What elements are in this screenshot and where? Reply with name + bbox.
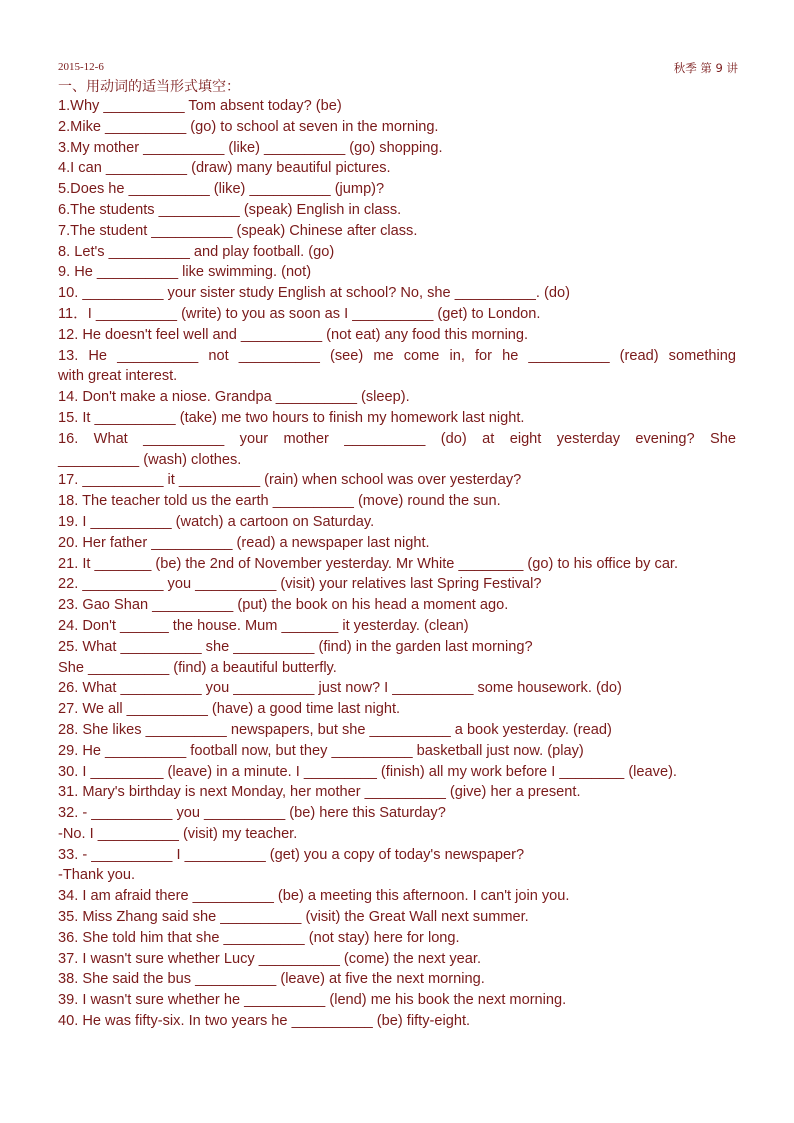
exercise-line: 27. We all __________ (have) a good time last night. <box>58 701 401 718</box>
exercise-line: 11．I __________ (write) to you as soon as I __________ (get) to London. <box>58 305 541 322</box>
exercise-line: with great interest. <box>58 368 178 385</box>
exercise-line: 22. __________ you __________ (visit) your relatives last Spring Festival? <box>58 576 542 593</box>
exercise-line: 4.I can __________ (draw) many beautiful pictures. <box>58 160 391 177</box>
exercise-line: 15. It __________ (take) me two hours to finish my homework last night. <box>58 409 525 426</box>
exercise-line: 2.Mike __________ (go) to school at seven in the morning. <box>58 118 439 135</box>
exercise-line: 5.Does he __________ (like) __________ (jump)? <box>58 181 385 198</box>
section-title: 一、用动词的适当形式填空： <box>58 79 240 95</box>
exercise-line: 31. Mary's birthday is next Monday, her mother __________ (give) her a present. <box>58 784 581 801</box>
exercise-line: 30. I _________ (leave) in a minute. I _________ (finish) all my work before I ________ (leave). <box>58 763 677 780</box>
exercise-line: 26. What __________ you __________ just now? I __________ some housework. (do) <box>58 680 622 697</box>
exercise-line: -Thank you. <box>58 867 136 884</box>
exercise-line: 21. It _______ (be) the 2nd of November yesterday. Mr White ________ (go) to his office by car. <box>58 555 679 572</box>
exercise-line: 3.My mother __________ (like) __________ (go) shopping. <box>58 139 443 156</box>
exercise-line: 36. She told him that she __________ (not stay) here for long. <box>58 929 460 946</box>
exercise-line: 25. What __________ she __________ (find) in the garden last morning? <box>58 638 533 655</box>
exercise-line: 20. Her father __________ (read) a newspaper last night. <box>58 534 430 551</box>
exercise-line: 14. Don't make a niose. Grandpa __________ (sleep). <box>58 389 410 406</box>
exercise-line: 6.The students __________ (speak) English in class. <box>58 201 402 218</box>
exercise-list <box>58 96 736 1032</box>
exercise-line: 35. Miss Zhang said she __________ (visit) the Great Wall next summer. <box>58 909 529 926</box>
exercise-line: 19. I __________ (watch) a cartoon on Saturday. <box>58 513 375 530</box>
exercise-line: 39. I wasn't sure whether he __________ (lend) me his book the next morning. <box>58 992 567 1009</box>
exercise-line: 10. __________ your sister study English at school? No, she __________. (do) <box>58 285 570 302</box>
exercise-line: 24. Don't ______ the house. Mum _______ it yesterday. (clean) <box>58 617 469 634</box>
header-date: 2015-12-6 <box>58 61 104 73</box>
header-lesson: 秋季 第 9 讲 <box>673 61 738 75</box>
exercise-line: 34. I am afraid there __________ (be) a meeting this afternoon. I can't join you. <box>58 888 570 905</box>
exercise-line: 18. The teacher told us the earth __________ (move) round the sun. <box>58 493 501 510</box>
exercise-line: 23. Gao Shan __________ (put) the book on his head a moment ago. <box>58 597 509 614</box>
exercise-line: 28. She likes __________ newspapers, but she __________ a book yesterday. (read) <box>58 721 612 738</box>
exercise-line: 32. - __________ you __________ (be) here this Saturday? <box>58 805 446 822</box>
exercise-line: 38. She said the bus __________ (leave) at five the next morning. <box>58 971 485 988</box>
exercise-line: 16. What __________ your mother __________ (do) at eight yesterday evening? She <box>58 430 736 447</box>
exercise-line: 37. I wasn't sure whether Lucy __________ (come) the next year. <box>58 950 482 967</box>
exercise-line: 40. He was fifty-six. In two years he __________ (be) fifty-eight. <box>58 1013 471 1030</box>
exercise-line: 7.The student __________ (speak) Chinese after class. <box>58 222 418 239</box>
exercise-line: 1.Why __________ Tom absent today? (be) <box>58 98 342 114</box>
exercise-line: 29. He __________ football now, but they __________ basketball just now. (play) <box>58 742 584 759</box>
exercise-line: 8. Let's __________ and play football. (go) <box>58 243 335 260</box>
exercise-line: 13. He __________ not __________ (see) me come in, for he __________ (read) something <box>58 347 736 364</box>
exercise-line: -No. I __________ (visit) my teacher. <box>58 825 298 842</box>
exercise-line: 33. - __________ I __________ (get) you a copy of today's newspaper? <box>58 846 525 863</box>
exercise-line: __________ (wash) clothes. <box>58 451 242 468</box>
exercise-line: 9. He __________ like swimming. (not) <box>58 264 312 281</box>
exercise-line: 17. __________ it __________ (rain) when school was over yesterday? <box>58 472 522 489</box>
exercise-line: 12. He doesn't feel well and __________ (not eat) any food this morning. <box>58 326 529 343</box>
exercise-line: She __________ (find) a beautiful butterfly. <box>58 659 337 676</box>
